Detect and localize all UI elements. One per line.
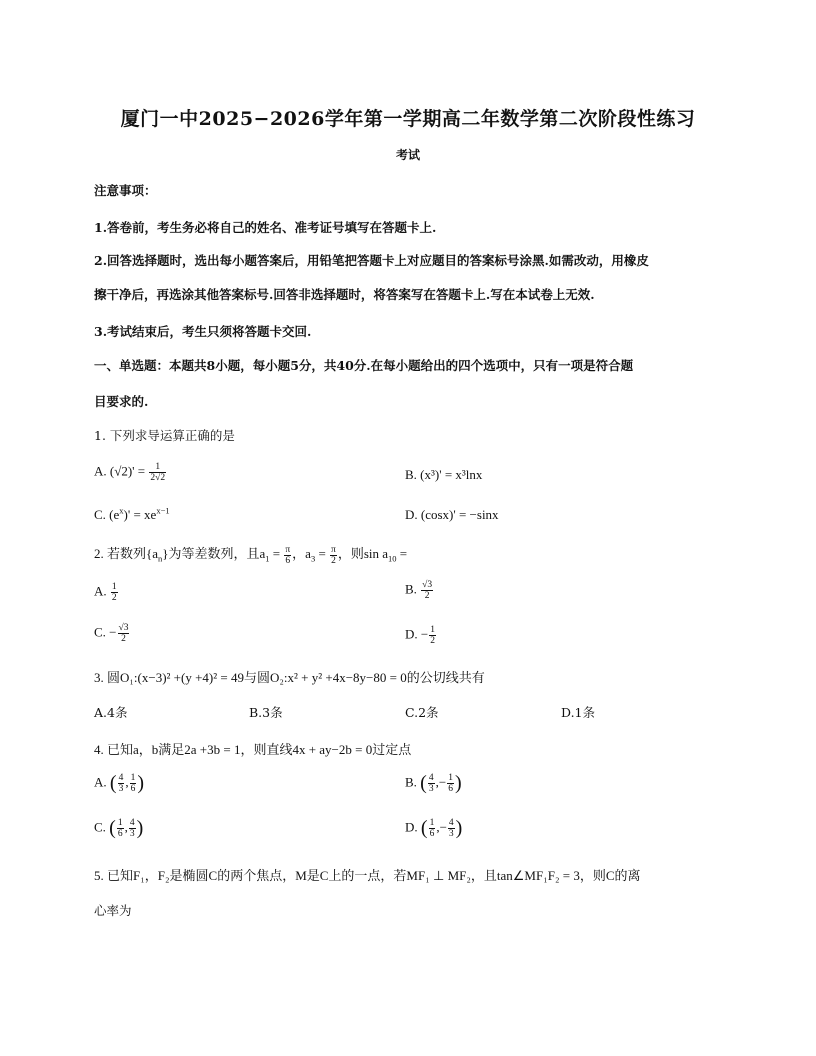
paren: ( bbox=[420, 772, 427, 794]
minus-sign: − bbox=[109, 624, 117, 640]
option-expr: (cosx)' = −sinx bbox=[420, 507, 499, 522]
q4-option-d bbox=[405, 817, 462, 840]
fraction bbox=[130, 773, 137, 794]
note-2-line-1: 2.回答选择题时，选出每小题答案后，用铅笔把答题卡上对应题目的答案标号涂黑.如需改动，用橡皮 bbox=[94, 253, 649, 268]
notes-heading: 注意事项： bbox=[94, 183, 157, 198]
frac-num: 4 bbox=[428, 773, 434, 783]
fraction bbox=[118, 773, 125, 794]
frac-num: √3 bbox=[118, 623, 129, 633]
option-expr: )' = xe bbox=[123, 507, 157, 522]
frac-den: 2√2 bbox=[150, 473, 166, 483]
fraction bbox=[448, 818, 455, 839]
q2-stem bbox=[94, 543, 407, 566]
stem-text: = bbox=[269, 546, 284, 561]
option-expr: (x³)' = x³lnx bbox=[420, 467, 483, 482]
paren: ( bbox=[420, 817, 428, 839]
frac-num: π bbox=[331, 544, 336, 555]
option-expr: (√2)' = bbox=[109, 463, 146, 479]
paren: ) bbox=[454, 772, 462, 794]
stem-text: 2. 若数列{a bbox=[94, 546, 159, 561]
option-label: C. bbox=[94, 507, 106, 522]
frac-den: 2 bbox=[430, 636, 435, 646]
q3-option-b: B.3条 bbox=[249, 705, 283, 720]
q5-stem-line-1: 5. 已知F₁，F₂是椭圆C的两个焦点，M是C上的一点，若MF₁ ⊥ MF₂，且tan∠MF₁F₂ = 3，则C的离 bbox=[94, 868, 641, 883]
frac-num: 1 bbox=[149, 462, 166, 473]
fraction bbox=[447, 773, 454, 794]
note-3: 3.考试结束后，考生只须将答题卡交回. bbox=[94, 324, 312, 339]
frac-num: 4 bbox=[129, 818, 135, 828]
stem-text: }为等差数列，且a bbox=[162, 546, 266, 561]
frac-num: √3 bbox=[422, 580, 433, 590]
frac-den: 3 bbox=[448, 829, 454, 839]
q3-stem: 3. 圆O₁:(x−3)² +(y +4)² = 49与圆O₂:x² + y² +4x−8y−80 = 0的公切线共有 bbox=[94, 670, 485, 685]
superscript: x−1 bbox=[156, 505, 170, 516]
minus-sign: − bbox=[420, 626, 429, 642]
subscript: 3 bbox=[310, 553, 316, 564]
frac-den: 2 bbox=[424, 591, 430, 601]
fraction bbox=[429, 625, 436, 646]
comma: , bbox=[435, 774, 439, 790]
q1-option-c bbox=[94, 507, 170, 523]
frac-den: 6 bbox=[117, 829, 123, 839]
frac-num: 4 bbox=[448, 818, 454, 828]
option-label: B. bbox=[405, 467, 417, 482]
option-label: A. bbox=[94, 583, 107, 599]
option-label: D. bbox=[405, 626, 418, 642]
stem-text: = bbox=[396, 546, 408, 561]
frac-den: 6 bbox=[130, 784, 136, 794]
frac-den: 6 bbox=[429, 829, 435, 839]
q5-stem-line-2: 心率为 bbox=[94, 903, 132, 918]
frac-num: π bbox=[285, 544, 291, 555]
q3-option-d: D.1条 bbox=[561, 705, 596, 720]
frac-den: 3 bbox=[118, 784, 124, 794]
frac-den: 6 bbox=[448, 784, 453, 794]
option-label: B. bbox=[405, 774, 417, 790]
fraction bbox=[117, 818, 124, 839]
comma: , bbox=[436, 819, 440, 835]
paren: ( bbox=[109, 772, 117, 794]
frac-num: 1 bbox=[111, 582, 117, 592]
frac-num: 1 bbox=[430, 625, 435, 635]
frac-den: 2 bbox=[121, 634, 126, 644]
frac-den: 3 bbox=[129, 829, 135, 839]
note-1: 1.答卷前，考生务必将自己的姓名、准考证号填写在答题卡上. bbox=[94, 220, 437, 235]
fraction bbox=[149, 462, 166, 483]
q4-option-b bbox=[405, 772, 462, 795]
superscript: x bbox=[119, 505, 124, 516]
fraction bbox=[111, 582, 118, 603]
subscript: n bbox=[158, 553, 163, 564]
paren: ) bbox=[136, 817, 144, 839]
subscript: 10 bbox=[388, 553, 397, 564]
section-heading-line-2: 目要求的. bbox=[94, 394, 149, 409]
q1-stem: 1. 下列求导运算正确的是 bbox=[94, 428, 235, 443]
fraction bbox=[428, 773, 435, 794]
paren: ( bbox=[109, 817, 116, 839]
page-subtitle: 考试 bbox=[395, 148, 420, 162]
frac-num: 1 bbox=[117, 818, 123, 828]
option-label: D. bbox=[405, 819, 418, 835]
q1-option-b bbox=[405, 467, 482, 483]
frac-num: 1 bbox=[448, 773, 453, 783]
note-2-line-2: 擦干净后，再选涂其他答案标号.回答非选择题时，将答案写在答题卡上.写在本试卷上无效. bbox=[94, 287, 595, 302]
option-expr: (e bbox=[109, 507, 120, 522]
comma: , bbox=[124, 819, 128, 835]
q2-option-d bbox=[405, 625, 437, 646]
comma: , bbox=[125, 774, 129, 790]
fraction bbox=[421, 580, 433, 601]
q3-option-a: A.4条 bbox=[94, 705, 128, 720]
q4-option-c bbox=[94, 817, 143, 840]
option-label: B. bbox=[405, 581, 417, 597]
q1-option-a bbox=[94, 462, 167, 483]
stem-text: = bbox=[315, 546, 330, 561]
subscript: 1 bbox=[265, 553, 270, 564]
q3-option-c: C.2条 bbox=[405, 705, 439, 720]
frac-den: 2 bbox=[111, 593, 117, 603]
option-label: D. bbox=[405, 507, 418, 522]
frac-num: 1 bbox=[429, 818, 435, 828]
stem-text: ，a bbox=[292, 546, 311, 561]
sign: − bbox=[438, 774, 447, 790]
q4-option-a bbox=[94, 772, 144, 795]
fraction bbox=[129, 818, 136, 839]
option-label: C. bbox=[94, 624, 106, 640]
option-label: C. bbox=[94, 819, 106, 835]
frac-den: 2 bbox=[331, 555, 336, 566]
frac-den: 6 bbox=[285, 555, 291, 566]
option-label: A. bbox=[94, 774, 107, 790]
page-title: 厦门一中2025−2026学年第一学期高二年数学第二次阶段性练习 bbox=[120, 108, 696, 130]
paren: ) bbox=[137, 772, 144, 794]
fraction bbox=[284, 545, 291, 566]
frac-num: 1 bbox=[130, 773, 136, 783]
option-label: A. bbox=[94, 463, 107, 479]
q2-option-b bbox=[405, 580, 434, 601]
q2-option-c bbox=[94, 623, 130, 644]
q2-option-a bbox=[94, 582, 119, 603]
q1-option-d bbox=[405, 507, 499, 523]
fraction bbox=[429, 818, 436, 839]
frac-num: 4 bbox=[118, 773, 124, 783]
paren: ) bbox=[455, 817, 463, 839]
fraction bbox=[118, 623, 130, 644]
frac-den: 3 bbox=[428, 784, 434, 794]
section-heading-line-1: 一、单选题：本题共8小题，每小题5分，共40分.在每小题给出的四个选项中，只有一项是符合题 bbox=[94, 358, 634, 373]
q4-stem: 4. 已知a，b满足2a +3b = 1，则直线4x + ay−2b = 0过定点 bbox=[94, 742, 412, 757]
stem-text: ，则sin a bbox=[337, 546, 389, 561]
fraction bbox=[330, 545, 337, 566]
sign: − bbox=[439, 819, 447, 835]
